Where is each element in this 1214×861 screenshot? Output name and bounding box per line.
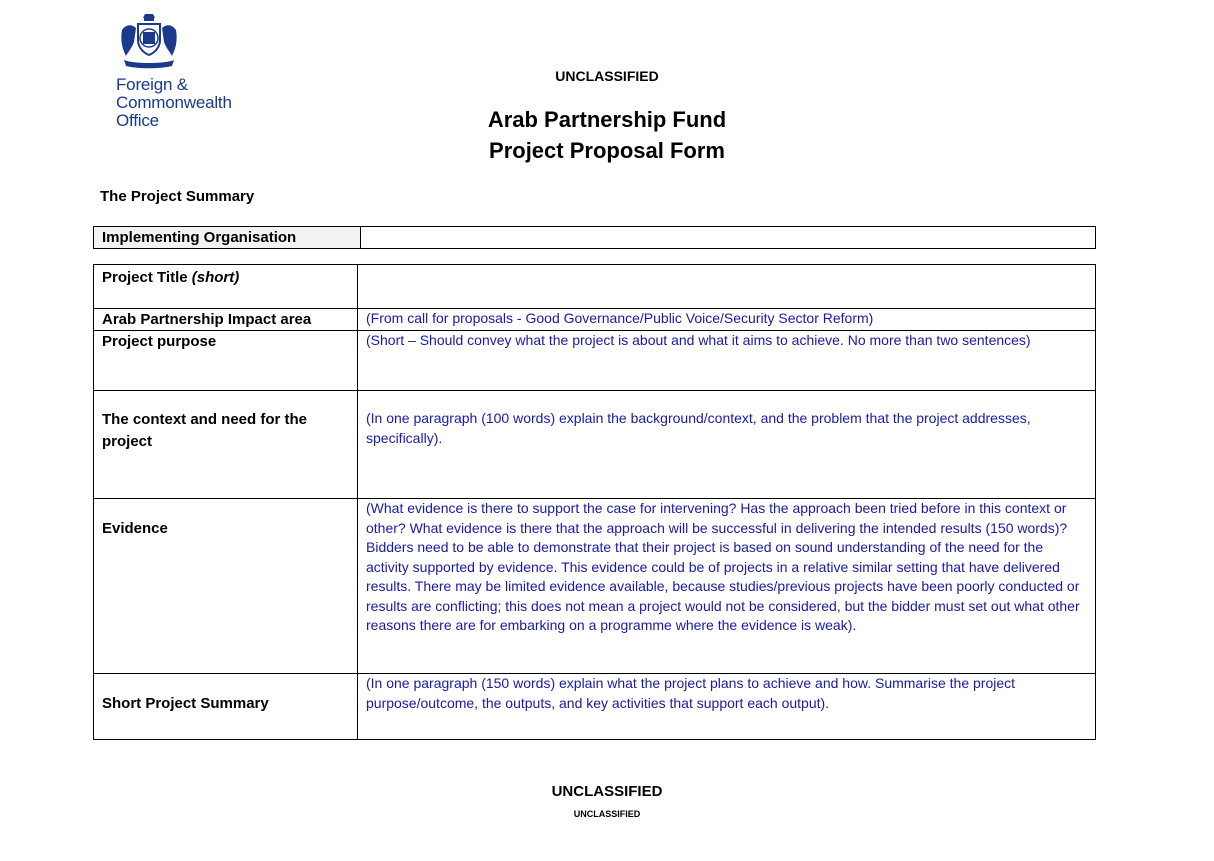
classification-header: UNCLASSIFIED xyxy=(555,68,659,84)
project-summary-table xyxy=(93,264,1096,740)
page-classification: UNCLASSIFIED xyxy=(573,809,641,819)
org-value-field[interactable] xyxy=(361,227,1096,249)
table-row xyxy=(94,499,1096,674)
purpose-label: Project purpose xyxy=(94,331,358,391)
table-row xyxy=(94,309,1096,331)
logo-line-3: Office xyxy=(116,111,159,130)
document-title xyxy=(0,104,1214,166)
org-label: Implementing Organisation xyxy=(94,227,361,249)
impact-area-field[interactable]: (From call for proposals - Good Governance/Public Voice/Security Sector Reform) xyxy=(358,309,1096,331)
table-row xyxy=(94,674,1096,740)
logo-line-2: Commonwealth xyxy=(116,93,232,112)
table-row xyxy=(94,227,1096,249)
summary-field[interactable]: (In one paragraph (150 words) explain what the project plans to achieve and how. Summarise the project purpose/outcome, the outputs, and key activities that support each output). xyxy=(358,674,1096,740)
context-field[interactable]: (In one paragraph (100 words) explain the background/context, and the problem that the project addresses, specifically). xyxy=(358,391,1096,499)
royal-coat-of-arms-icon xyxy=(116,12,182,70)
evidence-label: Evidence xyxy=(94,499,358,674)
organisation-table xyxy=(93,226,1096,249)
impact-area-label: Arab Partnership Impact area xyxy=(94,309,358,331)
title-line-1: Arab Partnership Fund xyxy=(487,107,727,132)
table-row xyxy=(94,265,1096,309)
project-title-label: Project Title (short) xyxy=(94,265,358,309)
project-title-field[interactable] xyxy=(358,265,1096,309)
logo-line-1: Foreign & xyxy=(116,75,188,94)
section-title: The Project Summary xyxy=(100,188,255,205)
title-line-2: Project Proposal Form xyxy=(489,138,725,163)
table-row xyxy=(94,391,1096,499)
purpose-field[interactable]: (Short – Should convey what the project is about and what it aims to achieve. No more than two sentences) xyxy=(358,331,1096,391)
summary-label: Short Project Summary xyxy=(94,674,358,740)
evidence-field[interactable]: (What evidence is there to support the case for intervening? Has the approach been tried before in this context or other? What evidence is there that the approach will be successful in delivering the intended results (150 words)? Bidders need to be able to demonstrate that their project is based on sound understanding of the need for the activity supported by evidence. This evidence could be of projects in a relative similar setting that have delivered results. There may be limited evidence available, because studies/previous projects have been poorly conducted or results are conflicting; this does not mean a project would not be considered, but the bidder must set out what other reasons there are for embarking on a programme where the evidence is weak). xyxy=(358,499,1096,674)
context-label: The context and need for the project xyxy=(94,391,358,499)
table-row xyxy=(94,331,1096,391)
classification-footer: UNCLASSIFIED xyxy=(551,783,663,800)
